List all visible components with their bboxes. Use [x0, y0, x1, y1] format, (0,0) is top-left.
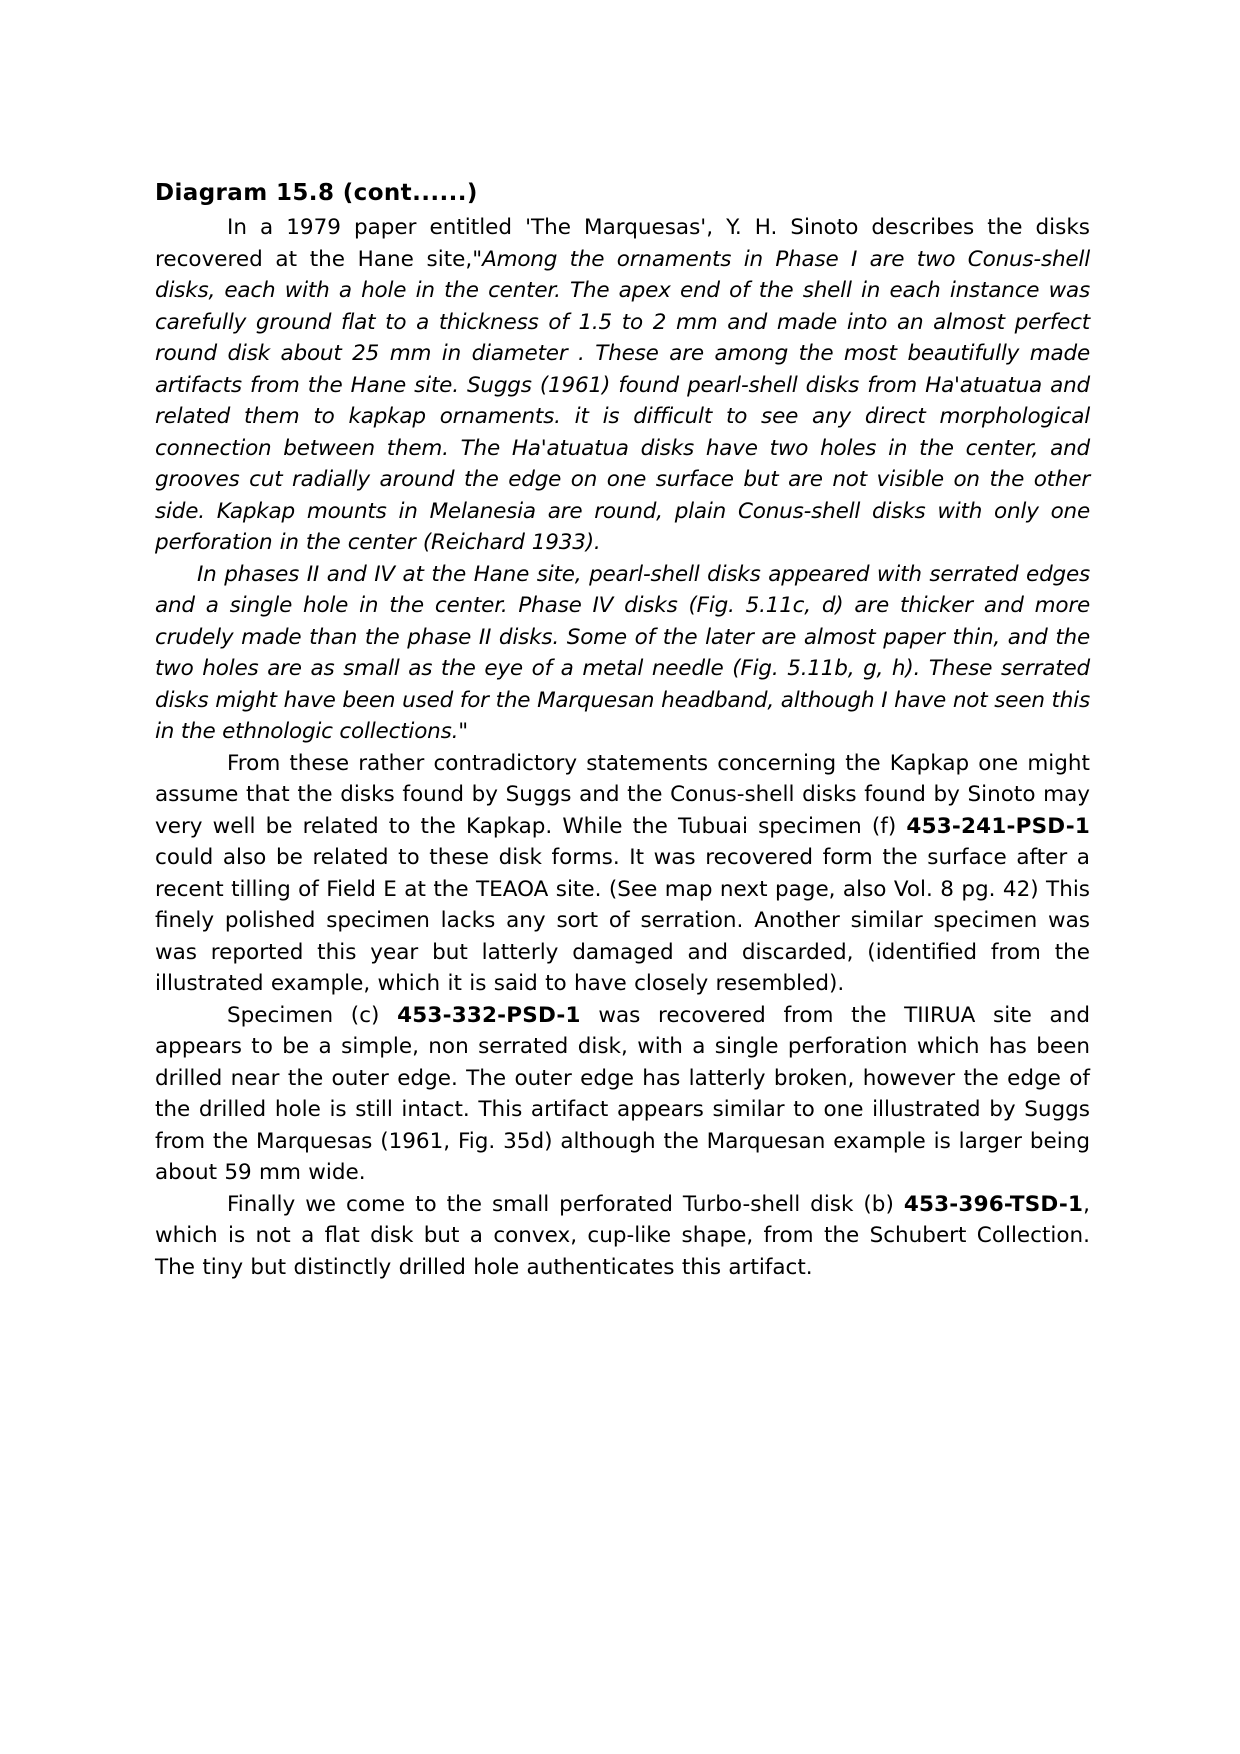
page-title: Diagram 15.8 (cont......) [155, 180, 478, 206]
specimen-c-text-part-b: was recovered from the TIIRUA site and appears to be a simple, non serrated disk, with a single perforation which has been drilled near the outer edge. The outer edge has latterly broken, however the edge of the drilled hole is still intact. This artifact appears similar to one illustrated by Suggs from the Marquesas (1961, Fig. 35d) although the Marquesan example is larger being about 59 mm wide. [155, 1002, 1090, 1185]
paragraph-lead-text: In a 1979 paper entitled 'The Marquesas', Y. H. Sinoto describes the disks recovered at the Hane site," [155, 215, 1090, 272]
paragraph-sinoto-quote [155, 212, 1090, 559]
paragraph-phases-quote: In phases II and IV at the Hane site, pearl-shell disks appeared with serrated edges and a single hole in the center. Phase IV disks (Fig. 5.11c, d) are thicker and more crudely made than the phase II disks. Some of the later are almost paper thin, and the two holes are as small as the eye of a metal needle (Fig. 5.11b, g, h). These serrated disks might have been used for the Marquesan headband, although I have not seen this in the ethnologic collections." [155, 561, 1090, 744]
paragraph-kapkap-discussion [155, 748, 1090, 1000]
specimen-id-453-332-psd-1: 453-332-PSD-1 [397, 1002, 581, 1028]
kapkap-text-part-b: could also be related to these disk forms. It was recovered form the surface after a recent tilling of Field E at the TEAOA site. (See map next page, also Vol. 8 pg. 42) This finely polished specimen lacks any sort of serration. Another similar specimen was was reported this year but latterly damaged and discarded, (identified from the illustrated example, which it is said to have closely resembled). [155, 845, 1090, 996]
specimen-b-text-part-b: , which is not a flat disk but a convex, cup-like shape, from the Schubert Collection. The tiny but distinctly drilled hole authenticates this artifact. [155, 1191, 1090, 1280]
sinoto-blockquote-inline: Among the ornaments in Phase I are two Conus-shell disks, each with a hole in the center. The apex end of the shell in each instance was carefully ground flat to a thickness of 1.5 to 2 mm and made into an almost perfect round disk about 25 mm in diameter . These are among the most beautifully made artifacts from the Hane site. Suggs (1961) found pearl-shell disks from Ha'atuatua and related them to kapkap ornaments. it is difficult to see any direct morphological connection between them. The Ha'atuatua disks have two holes in the center, and grooves cut radially around the edge on one surface but are not visible on the other side. Kapkap mounts in Melanesia are round, plain Conus-shell disks with only one perforation in the center (Reichard 1933). [155, 246, 1090, 555]
specimen-c-text-part-a: Specimen (c) [227, 1002, 398, 1028]
specimen-id-453-241-psd-1: 453-241-PSD-1 [906, 813, 1090, 839]
paragraph-specimen-b [155, 1189, 1090, 1284]
kapkap-text-part-a: From these rather contradictory statements concerning the Kapkap one might assume that the disks found by Suggs and the Conus-shell disks found by Sinoto may very well be related to the Kapkap. While the Tubuai specimen (f) [155, 750, 1090, 839]
specimen-b-text-part-a: Finally we come to the small perforated Turbo-shell disk (b) [227, 1191, 904, 1217]
paragraph-specimen-c [155, 1000, 1090, 1189]
specimen-id-453-396-tsd-1: 453-396-TSD-1 [903, 1191, 1084, 1217]
